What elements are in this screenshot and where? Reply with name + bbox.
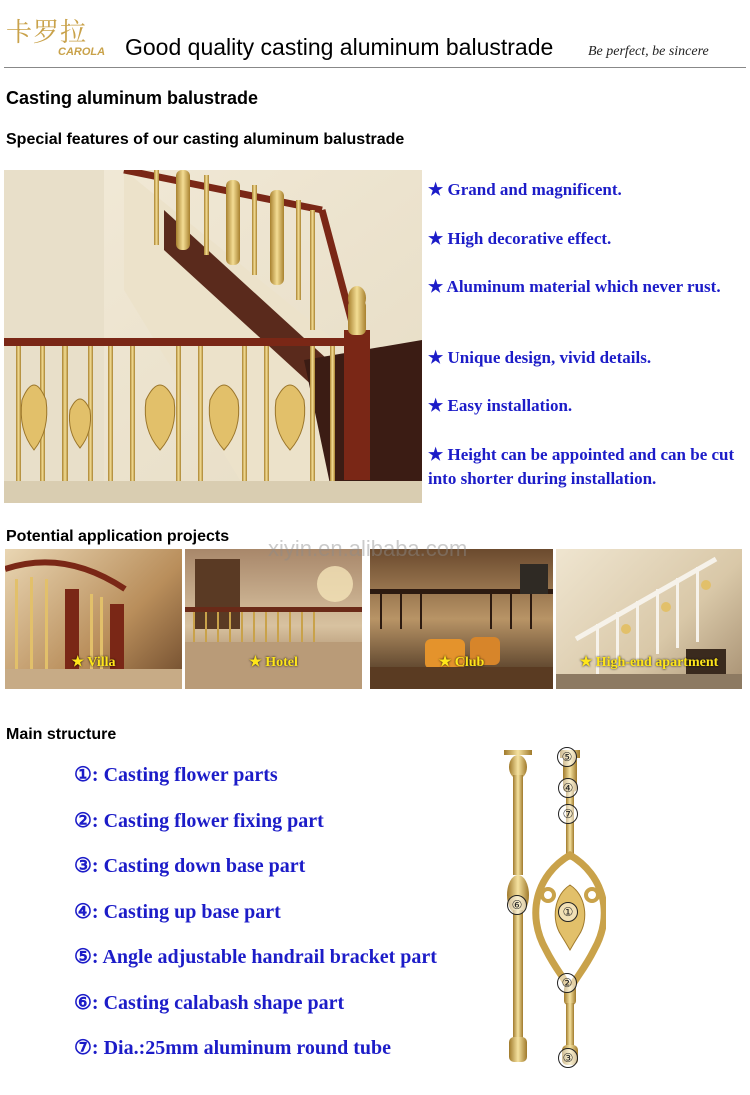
diagram-label: ⑦ (558, 804, 578, 824)
application-label: ★ High-end apartment (579, 655, 719, 670)
structure-heading: Main structure (6, 726, 117, 743)
logo-chinese: 卡罗拉 (6, 18, 88, 48)
baluster-diagram (496, 745, 606, 1075)
diagram-label: ⑥ (507, 895, 527, 915)
header-title: Good quality casting aluminum balustrade (125, 34, 554, 60)
features-heading: Special features of our casting aluminum balustrade (6, 131, 405, 148)
feature-item: ★ High decorative effect. (428, 229, 612, 248)
part-item: ④: Casting up base part (74, 901, 281, 923)
part-item: ②: Casting flower fixing part (74, 810, 324, 832)
diagram-label: ④ (558, 778, 578, 798)
diagram-label: ② (557, 973, 577, 993)
feature-item: ★ Unique design, vivid details. (428, 348, 652, 367)
feature-item: ★ Easy installation. (428, 396, 573, 415)
page-title: Casting aluminum balustrade (6, 88, 259, 108)
application-label: ★ Hotel (249, 655, 298, 670)
applications-heading: Potential application projects (6, 528, 230, 545)
staircase-photo (4, 170, 422, 503)
application-photo-villa (5, 549, 182, 689)
feature-item: ★ Grand and magnificent. (428, 180, 622, 199)
feature-item: ★ Height can be appointed and can be cut into shorter during installation. (428, 445, 735, 488)
watermark: xiyin.en.alibaba.com (268, 536, 468, 561)
header-divider (4, 67, 746, 68)
part-item: ⑦: Dia.:25mm aluminum round tube (74, 1037, 392, 1059)
part-item: ⑤: Angle adjustable handrail bracket part (74, 946, 437, 968)
application-photo-hotel (185, 549, 362, 689)
part-item: ⑥: Casting calabash shape part (74, 992, 345, 1014)
feature-item: ★ Aluminum material which never rust. (428, 277, 721, 296)
diagram-label: ⑤ (557, 747, 577, 767)
diagram-label: ① (558, 902, 578, 922)
slogan: Be perfect, be sincere (588, 44, 709, 59)
application-label: ★ Villa (71, 655, 116, 670)
logo-english: CAROLA (58, 46, 106, 58)
diagram-label: ③ (558, 1048, 578, 1068)
application-photo-club (370, 549, 553, 689)
part-item: ①: Casting flower parts (74, 764, 278, 786)
part-item: ③: Casting down base part (74, 855, 306, 877)
application-photo-apartment (556, 549, 742, 689)
application-label: ★ Club (438, 655, 485, 670)
